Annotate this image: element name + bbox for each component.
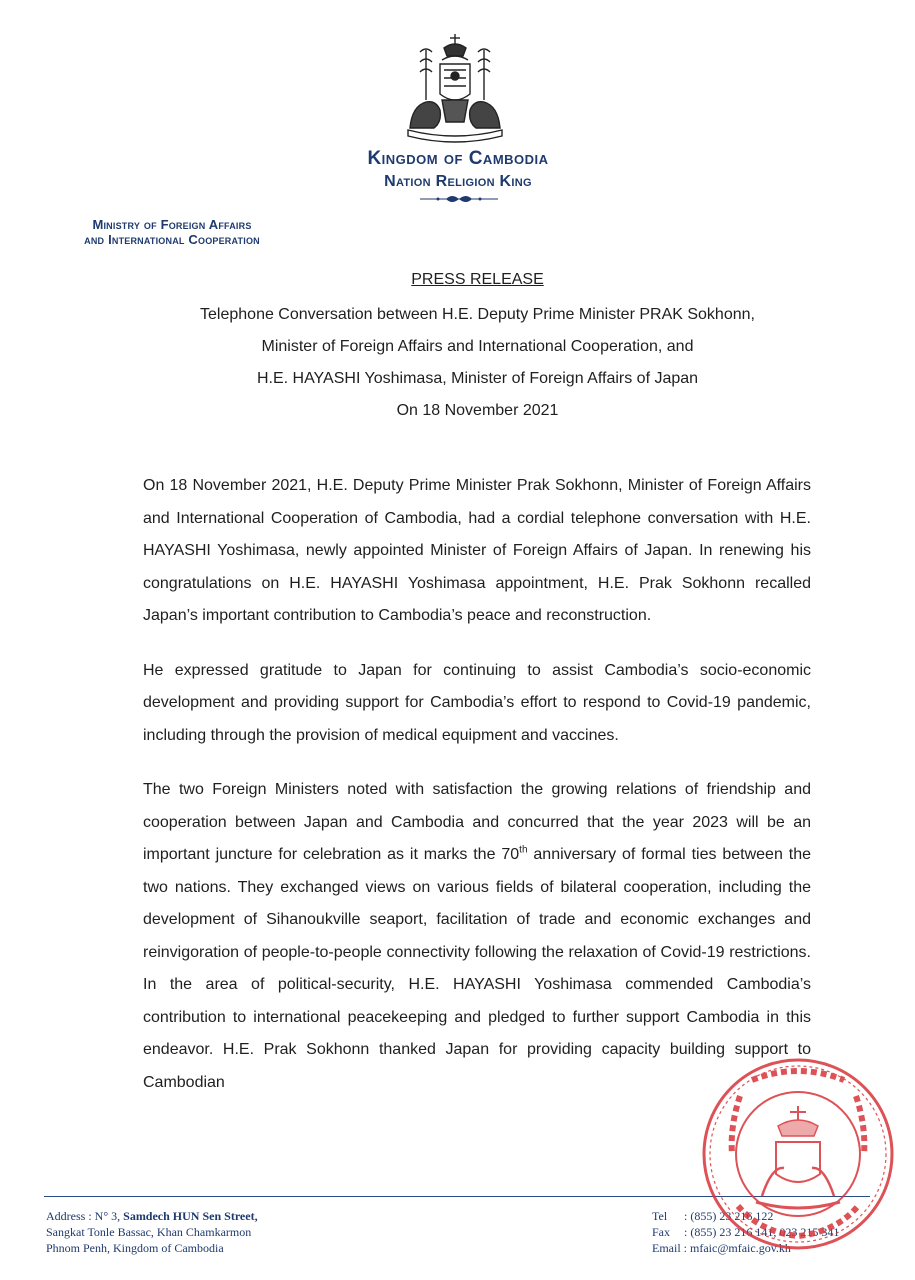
royal-arms-icon [400,30,510,145]
address-line-1 [46,1208,258,1224]
press-release-label: PRESS RELEASE [411,271,544,288]
email-label: Email [652,1241,681,1255]
address-label: Address : N° 3, [46,1209,124,1223]
paragraph-1: On 18 November 2021, H.E. Deputy Prime Minister Prak Sokhonn, Minister of Foreign Affairs and International Cooperation of Cambodia, had a cordial telephone conversation with H.E. HAYASHI Yoshimasa, newly appointed Minister of Foreign Affairs of Japan. In renewing his congratulations on H.E. HAYASHI Yoshimasa appointment, H.E. Prak Sokhonn recalled Japan’s important contribution to Cambodia’s peace and reconstruction. [143,477,811,624]
title-line-1: Telephone Conversation between H.E. Deputy Prime Minister PRAK Sokhonn, [200,306,755,323]
fax-value: : (855) 23 216 141, 023 215 341 [684,1225,840,1239]
address-street: Samdech HUN Sen Street, [123,1209,258,1223]
ministry-seal-icon [700,1056,896,1252]
decorative-divider-icon [418,193,500,205]
paragraph-3 [143,774,811,1099]
kingdom-title: Kingdom of Cambodia [367,148,549,169]
release-title-block [100,271,855,427]
title-line-3: H.E. HAYASHI Yoshimasa, Minister of Foreign Affairs of Japan [256,370,699,387]
ordinal-suffix: th [519,844,528,856]
paragraph-2: He expressed gratitude to Japan for continuing to assist Cambodia’s socio-economic development and providing support for Cambodia’s effort to respond to Covid-19 pandemic, including through the provision of medical equipment and vaccines. [143,661,811,744]
ministry-line-1: Ministry of Foreign Affairs [92,217,252,232]
paragraph-3-part-a: The two Foreign Ministers noted with satisfaction the growing relations of friendship and cooperation between Japan and Cambodia and concurred that the year 2023 will be an important juncture for celebration as it marks the 70 [143,781,811,863]
address-line-2: Sangkat Tonle Bassac, Khan Chamkarmon [46,1225,252,1239]
fax-label: Fax [652,1225,670,1239]
footer-address [46,1208,258,1256]
release-body [143,470,811,1121]
national-motto: Nation Religion King [384,173,532,190]
tel-value: : (855) 23 216 122 [684,1209,774,1223]
title-date: On 18 November 2021 [396,402,559,419]
kingdom-heading [300,148,616,191]
tel-label: Tel [652,1209,668,1223]
title-line-2: Minister of Foreign Affairs and International Cooperation, and [261,338,694,355]
ministry-heading [46,217,298,247]
paragraph-3-part-b: anniversary of formal ties between the two nations. They exchanged views on various fields of bilateral cooperation, including the development of Sihanoukville seaport, facilitation of trade and economic exchanges and reinvigoration of people-to-people connectivity following the relaxation of Covid-19 restrictions. In the area of political-security, H.E. HAYASHI Yoshimasa commended Cambodia’s contribution to international peacekeeping and pledged to further support Cambodia in this endeavor. H.E. Prak Sokhonn thanked Japan for providing capacity building support to Cambodian [143,846,811,1091]
address-line-3: Phnom Penh, Kingdom of Cambodia [46,1241,224,1255]
ministry-line-2: and International Cooperation [84,232,260,247]
email-value: : mfaic@mfaic.gov.kh [683,1241,791,1255]
